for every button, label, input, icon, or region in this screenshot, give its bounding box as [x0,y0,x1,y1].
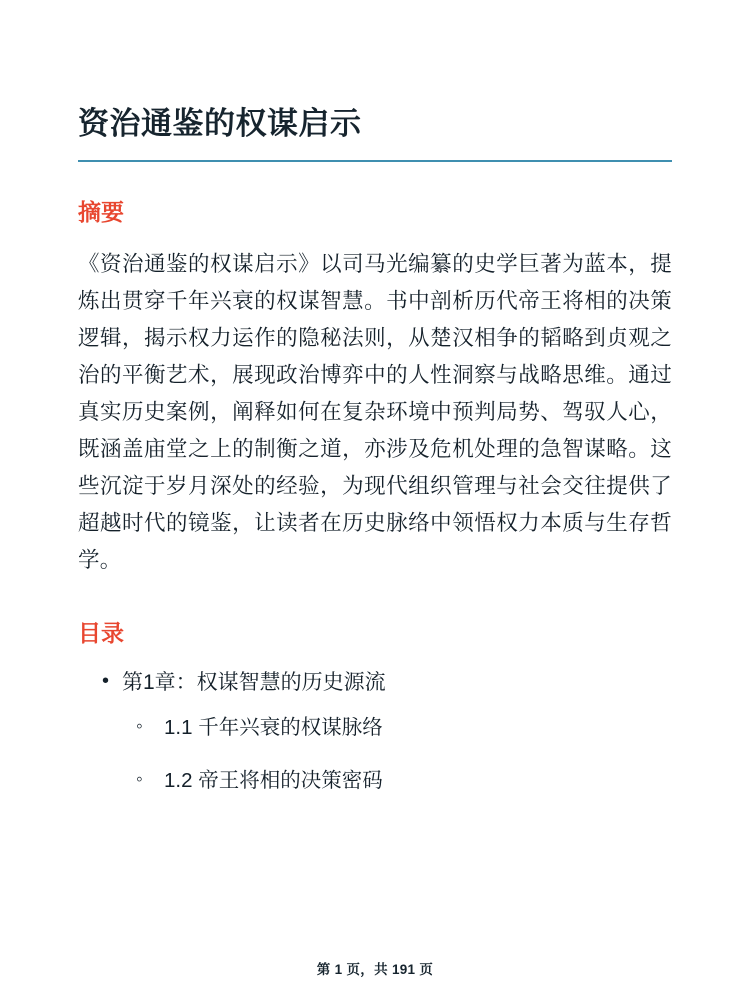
abstract-text: 《资治通鉴的权谋启示》以司马光编纂的史学巨著为蓝本，提炼出贯穿千年兴衰的权谋智慧。书中剖析历代帝王将相的决策逻辑，揭示权力运作的隐秘法则，从楚汉相争的韬略到贞观之治的平衡艺术，展现政治博弈中的人性洞察与战略思维。通过真实历史案例，阐释如何在复杂环境中预判局势、驾驭人心，既涵盖庙堂之上的制衡之道，亦涉及危机处理的急智谋略。这些沉淀于岁月深处的经验，为现代组织管理与社会交往提供了超越时代的镜鉴，让读者在历史脉络中领悟权力本质与生存哲学。 [78,252,672,572]
toc-section-label: 1.2 帝王将相的决策密码 [164,769,383,793]
page-title: 资治通鉴的权谋启示 [78,106,362,141]
list-item[interactable] [122,766,672,797]
page-footer: 第 1 页，共 191 页 [316,962,434,977]
list-item[interactable] [78,667,672,797]
toc-sublist [122,713,672,797]
toc-heading: 目录 [78,619,124,646]
abstract-heading: 摘要 [78,199,124,226]
toc-section-label: 1.1 千年兴衰的权谋脉络 [164,716,383,740]
table-of-contents [78,619,672,797]
title-divider [78,160,672,162]
toc-list [78,667,672,797]
list-item[interactable] [122,713,672,744]
toc-chapter-label: 第1章：权谋智慧的历史源流 [122,670,386,694]
